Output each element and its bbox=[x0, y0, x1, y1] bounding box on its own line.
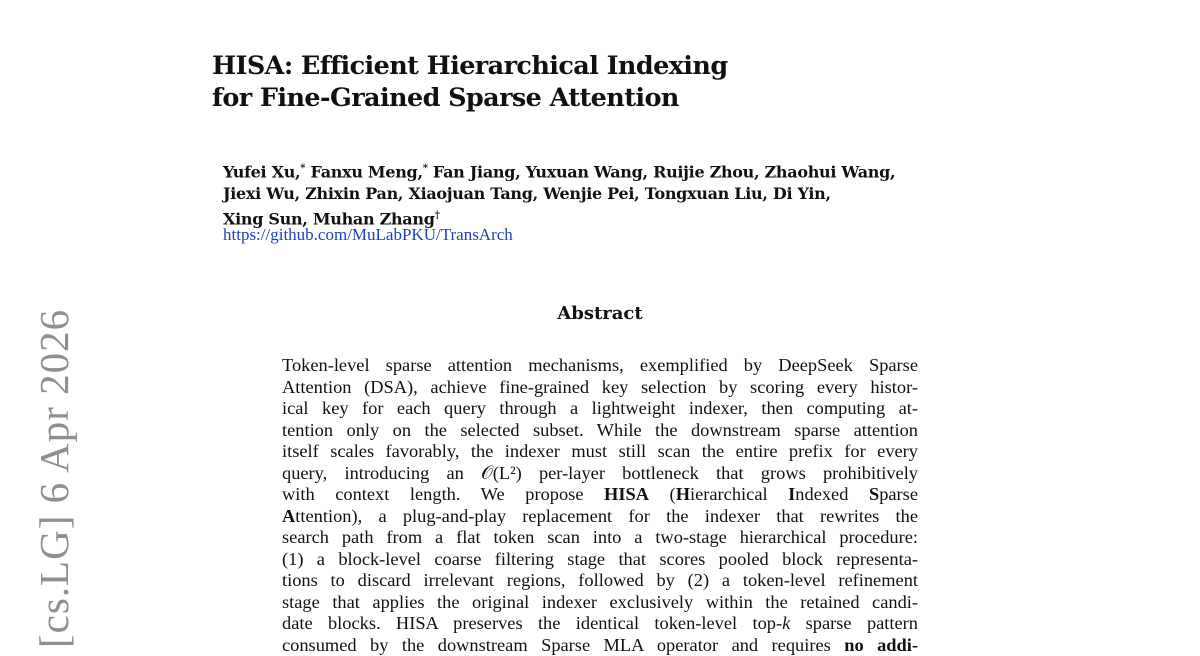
author-line-2: Jiexi Wu, Zhixin Pan, Xiaojuan Tang, Wenjie Pei, Tongxuan Liu, Di Yin, bbox=[223, 183, 943, 205]
abstract-text bbox=[282, 355, 918, 656]
author-line-1: Yufei Xu,* Fanxu Meng,* Fan Jiang, Yuxuan Wang, Ruijie Zhou, Zhaohui Wang, bbox=[223, 158, 943, 183]
big-o-math: 𝒪(L²) bbox=[481, 463, 522, 483]
abstract-line: itself scales favorably, the indexer must still scan the entire prefix for every bbox=[282, 441, 918, 463]
abstract-line: Token-level sparse attention mechanisms, exemplified by DeepSeek Sparse bbox=[282, 355, 918, 377]
title-line-1: HISA: Efficient Hierarchical Indexing bbox=[212, 50, 728, 82]
paper-title bbox=[212, 50, 728, 114]
author-line-3: Xing Sun, Muhan Zhang† bbox=[223, 205, 943, 230]
abstract-line: tention only on the selected subset. While the downstream sparse attention bbox=[282, 420, 918, 442]
abstract-line: stage that applies the original indexer exclusively within the retained candi- bbox=[282, 592, 918, 614]
abstract-line: Attention), a plug-and-play replacement for the indexer that rewrites the bbox=[282, 506, 918, 528]
abstract-line: tions to discard irrelevant regions, followed by (2) a token-level refinement bbox=[282, 570, 918, 592]
abstract-line: with context length. We propose HISA (Hierarchical Indexed Sparse bbox=[282, 484, 918, 506]
abstract-line: date blocks. HISA preserves the identical token-level top-k sparse pattern bbox=[282, 613, 918, 635]
arxiv-stamp: [cs.LG] 6 Apr 2026 bbox=[30, 309, 78, 648]
abstract-line: ical key for each query through a lightweight indexer, then computing at- bbox=[282, 398, 918, 420]
author-list bbox=[223, 158, 943, 231]
abstract-line: Attention (DSA), achieve fine-grained key selection by scoring every histor- bbox=[282, 377, 918, 399]
abstract-line: (1) a block-level coarse filtering stage that scores pooled block representa- bbox=[282, 549, 918, 571]
abstract-line: query, introducing an 𝒪(L²) per-layer bottleneck that grows prohibitively bbox=[282, 463, 918, 485]
title-line-2: for Fine-Grained Sparse Attention bbox=[212, 82, 728, 114]
repo-link[interactable]: https://github.com/MuLabPKU/TransArch bbox=[223, 225, 513, 245]
abstract-line: consumed by the downstream Sparse MLA operator and requires no addi- bbox=[282, 635, 918, 656]
abstract-line: search path from a flat token scan into a two-stage hierarchical procedure: bbox=[282, 527, 918, 549]
abstract-heading: Abstract bbox=[0, 303, 1200, 324]
